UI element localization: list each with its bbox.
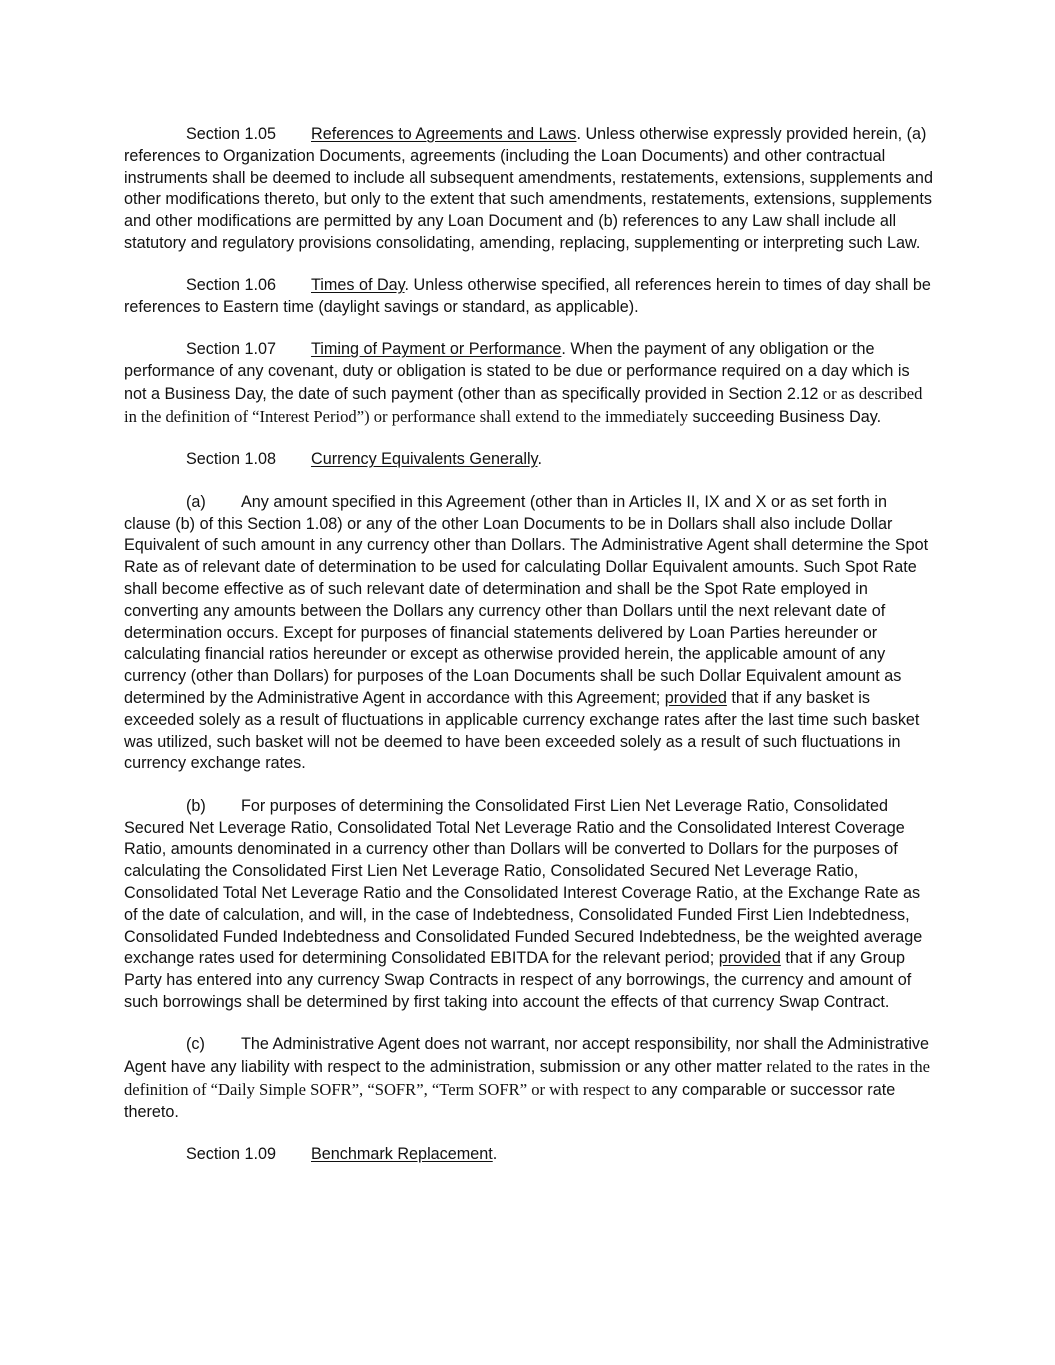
provided-term: provided xyxy=(664,689,727,708)
section-number: Section 1.07 xyxy=(186,340,276,359)
section-title-end: . xyxy=(537,450,542,469)
clause-label: (b) xyxy=(186,796,206,815)
section-1-06 xyxy=(124,275,936,319)
clause-label: (a) xyxy=(186,492,206,511)
section-1-05 xyxy=(124,124,936,255)
section-number: Section 1.09 xyxy=(186,1144,276,1163)
section-1-08-clause-c xyxy=(124,1034,936,1123)
clause-body: that if any Group Party has entered into any currency Swap Contracts in respect of any borrowings, the currency and amount of such borrowings shall be determined by first taking into account the effects of that currency Swap Contract. xyxy=(124,949,912,1011)
section-body: . Unless otherwise specified, all references herein to times of day shall be references to Eastern time (daylight savings or standard, as applicable). xyxy=(124,276,931,317)
section-1-07 xyxy=(124,339,936,428)
clause-body: For purposes of determining the Consolidated First Lien Net Leverage Ratio, Consolidated Secured Net Leverage Ratio, Consolidated Total Net Leverage Ratio and the Consolidated Interest Coverage Ratio, amounts denominated in a currency other than Dollars will be converted to Dollars for the purposes of calculating the Consolidated First Lien Net Leverage Ratio, Consolidated Secured Net Leverage Ratio, Consolidated Total Net Leverage Ratio and the Consolidated Interest Coverage Ratio, at the Exchange Rate as of the date of calculation, and will, in the case of Indebtedness, Consolidated Funded First Lien Indebtedness, Consolidated Funded Indebtedness and Consolidated Funded Secured Indebtedness, be the weighted average exchange rates used for determining Consolidated EBITDA for the relevant period; xyxy=(124,796,923,968)
section-title: Timing of Payment or Performance xyxy=(311,340,562,359)
section-number: Section 1.06 xyxy=(186,276,276,295)
clause-body: Any amount specified in this Agreement (other than in Articles II, IX and X or as set forth in clause (b) of this Section 1.08) or any of the other Loan Documents to be in Dollars shall also include Dollar Equivalent of such amount in any currency other than Dollars. The Administrative Agent shall determine the Spot Rate as of relevant date of determination to be used for calculating Dollar Equivalent amounts. Such Spot Rate shall become effective as of such relevant date of determination and shall be the Spot Rate employed in converting any amounts between the Dollars any currency other than Dollars until the next relevant date of determination occurs. Except for purposes of financial statements delivered by Loan Parties hereunder or calculating financial ratios hereunder or except as otherwise provided herein, the applicable amount of any currency (other than Dollars) for purposes of the Loan Documents shall be such Dollar Equivalent amount as determined by the Administrative Agent in accordance with this Agreement; xyxy=(124,492,929,708)
section-title: References to Agreements and Laws xyxy=(311,125,577,143)
section-1-08-clause-a xyxy=(124,492,936,775)
provided-term: provided xyxy=(718,949,781,968)
section-1-08-clause-b xyxy=(124,796,936,1014)
section-body: . When the payment of any obligation or the performance of any covenant, duty or obligation is stated to be due or performance required on a day which is not a Business Day, the date of such payment (other than as specifically provided in Section 2.12 xyxy=(124,340,910,403)
section-title: Times of Day xyxy=(311,276,405,295)
section-body: . Unless otherwise expressly provided herein, (a) references to Organization Documents, agreements (including the Loan Documents) and other contractual instruments shall be deemed to include all subsequent amendments, restatements, extensions, supplements and other modifications thereto, but only to the extent that such amendments, restatements, extensions, supplements and other modifications are permitted by any Loan Document and (b) references to any Law shall include all statutory and regulatory provisions consolidating, amending, replacing, supplementing or interpreting such Law. xyxy=(124,125,933,252)
section-number: Section 1.08 xyxy=(186,450,276,469)
clause-body: that if any basket is exceeded solely as a result of fluctuations in applicable currency exchange rates after the last time such basket was utilized, such basket will not be deemed to have been exceeded solely as a result of such fluctuations in currency exchange rates. xyxy=(124,689,920,773)
section-1-09 xyxy=(124,1144,936,1166)
section-1-08 xyxy=(124,449,936,471)
section-number: Section 1.05 xyxy=(186,125,276,143)
clause-body-serif: related to the rates in the definition of “Daily Simple SOFR”, “SOFR”, “Term SOFR” or with respect to xyxy=(124,1056,930,1099)
section-body: succeeding Business Day. xyxy=(688,407,882,426)
section-title: Currency Equivalents Generally xyxy=(311,450,538,469)
document-page xyxy=(124,124,936,1186)
section-body-serif: or as described in the definition of “Interest Period”) or performance shall extend to the immediately xyxy=(124,383,923,426)
section-title: Benchmark Replacement xyxy=(311,1144,493,1163)
section-title-end: . xyxy=(492,1144,498,1163)
clause-label: (c) xyxy=(186,1035,205,1054)
clause-body: The Administrative Agent does not warrant, nor accept responsibility, nor shall the Administrative Agent have any liability with respect to the administration, submission or any other matter xyxy=(124,1035,930,1076)
clause-body: any comparable or successor rate thereto. xyxy=(124,1080,896,1121)
